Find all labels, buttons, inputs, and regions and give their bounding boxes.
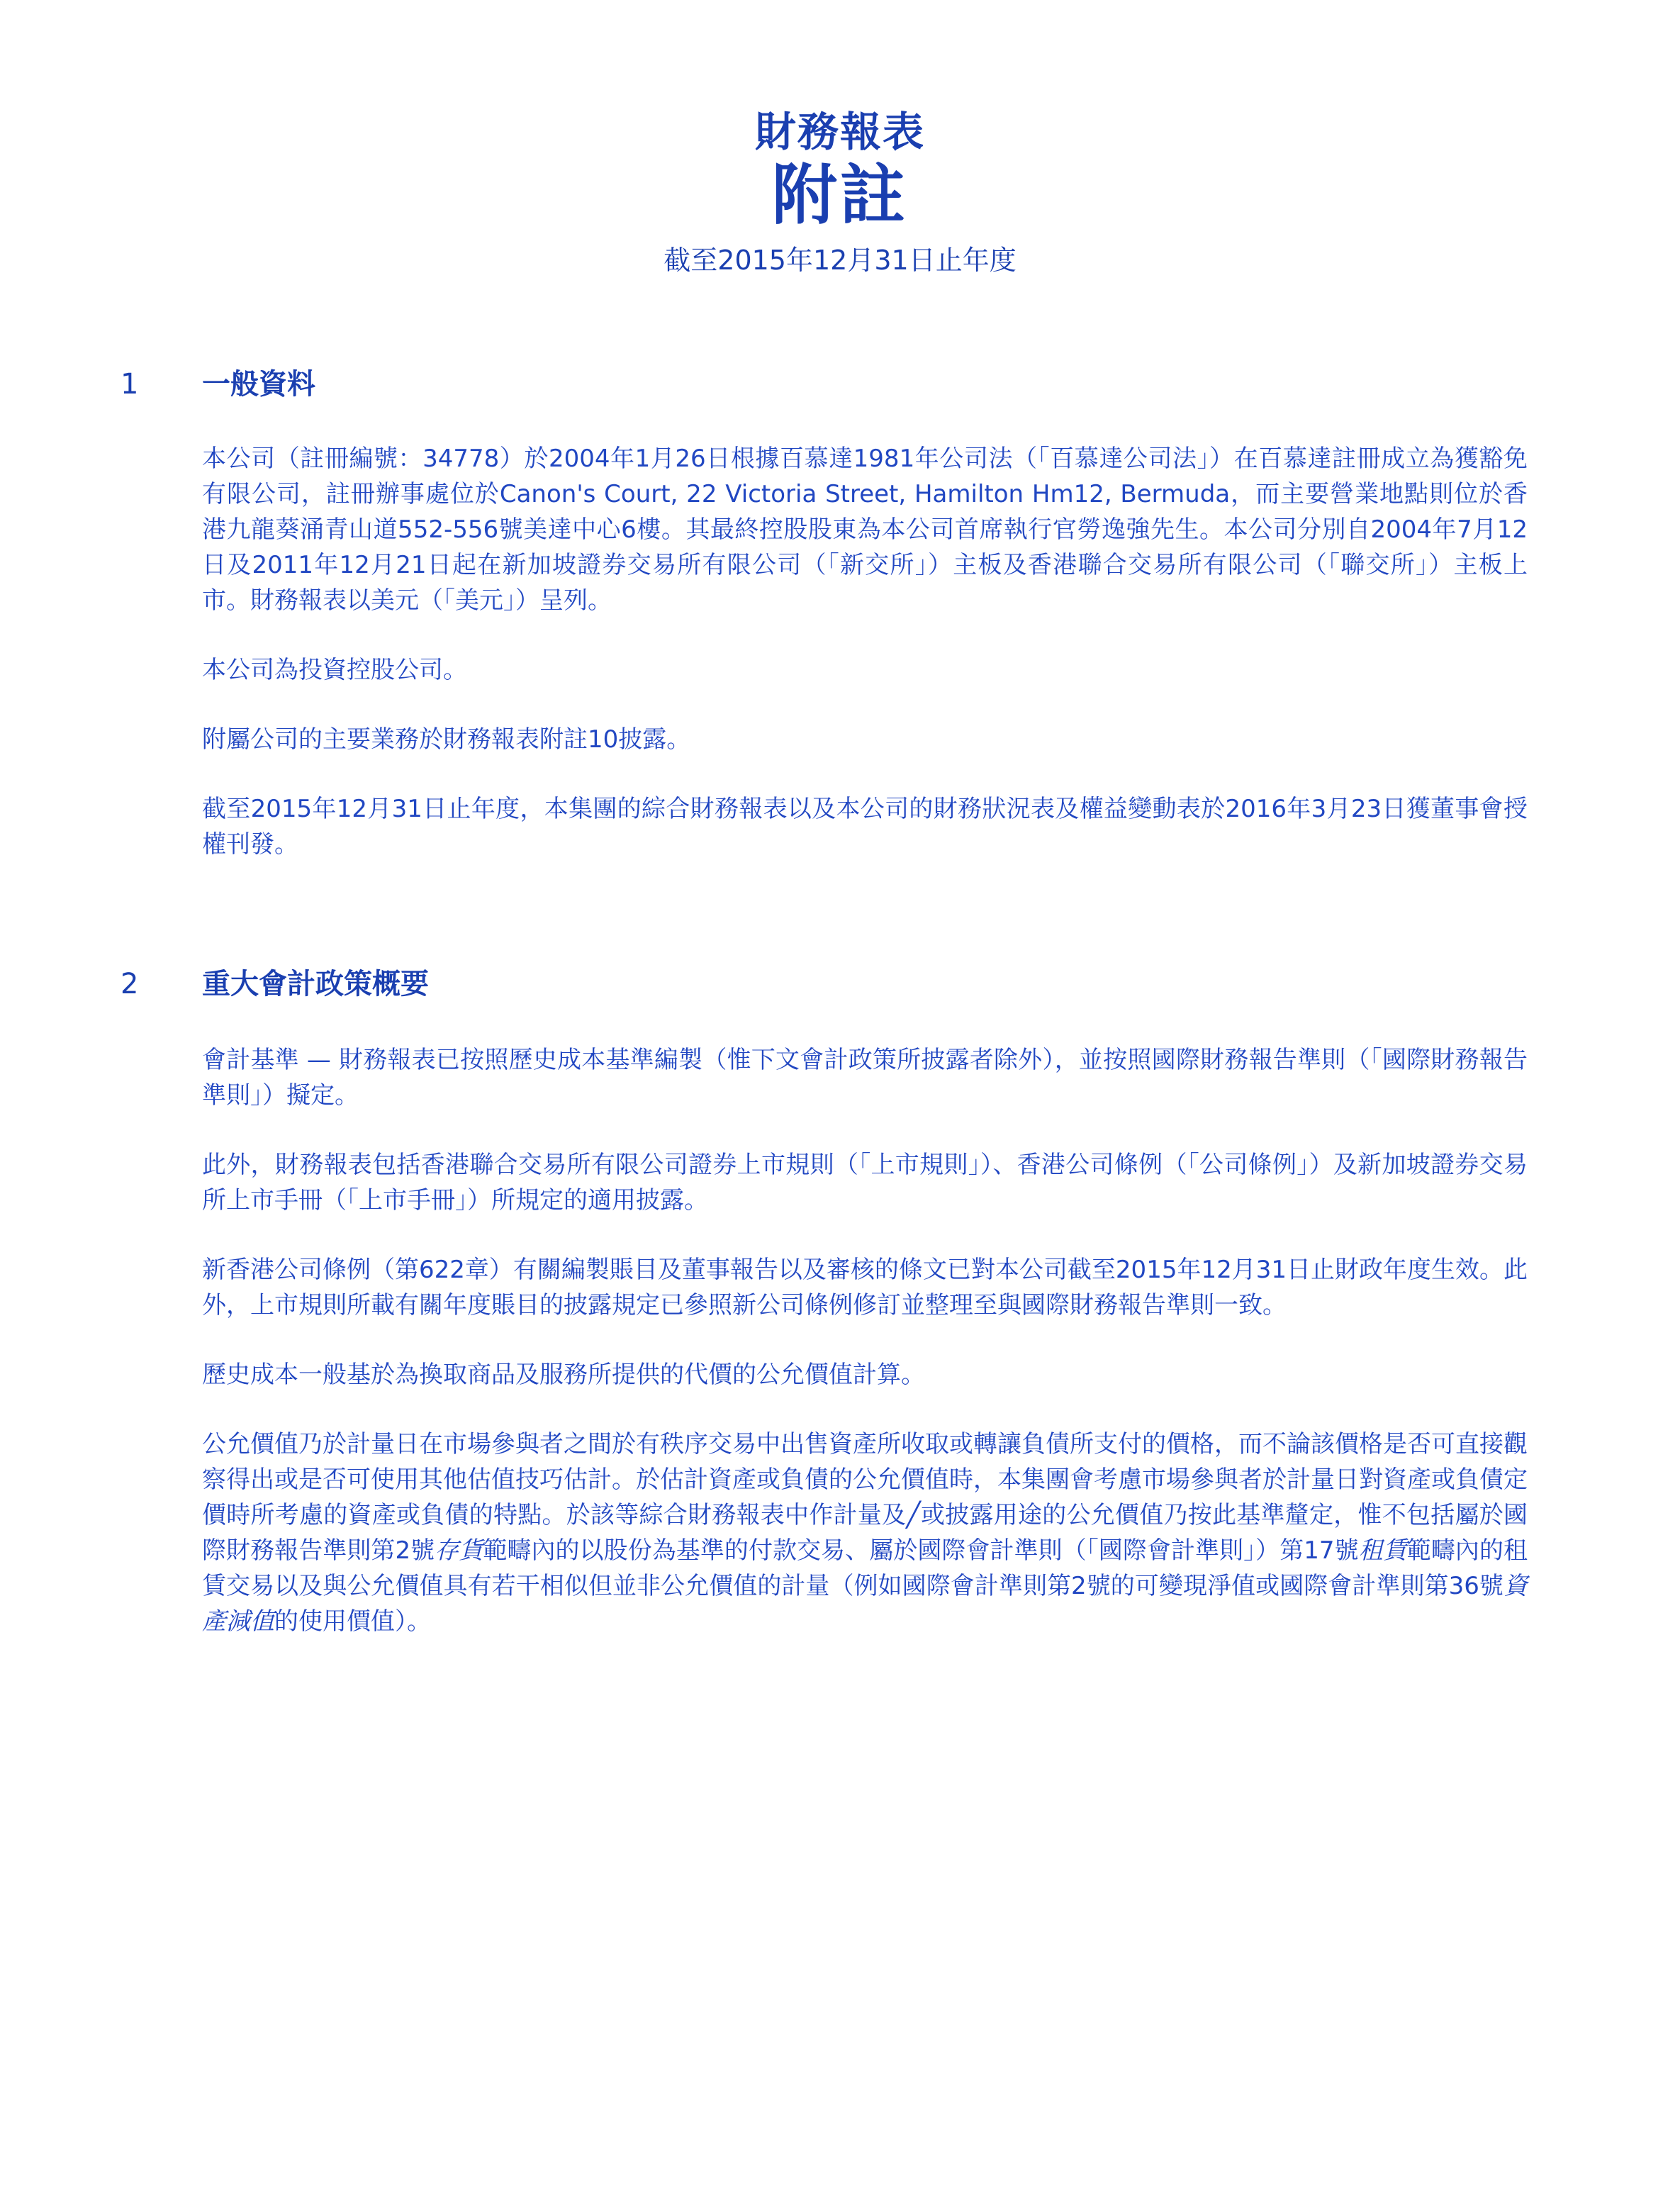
paragraph: 本公司為投資控股公司。	[202, 656, 467, 684]
paragraph: 截至2015年12月31日止年度，本集團的綜合財務報表以及本公司的財務狀況表及權益變動表於2016年3月23日獲董事會授權刊發。	[202, 795, 1528, 859]
section-general-information	[0, 363, 1680, 862]
section-title: 一般資料	[202, 368, 315, 401]
paragraph: 會計基準 — 財務報表已按照歷史成本基準編製（惟下文會計政策所披露者除外），並按照國際財務報告準則（「國際財務報告準則」）擬定。	[202, 1046, 1528, 1110]
paragraph: 歷史成本一般基於為換取商品及服務所提供的代價的公允價值計算。	[202, 1361, 925, 1389]
paragraph-fair-value	[202, 1427, 1528, 1639]
text-run: 範疇內的租賃交易以及與公允價值具有若干相似但並非公允價值的計量（例如國際會計準則第2號的可變現淨值或國際會計準則第36號	[202, 1536, 1528, 1600]
italic-term: 存貨	[435, 1536, 483, 1565]
italic-term: 資產減值	[202, 1572, 1528, 1636]
section-number: 1	[121, 368, 139, 401]
text-run: 的使用價值）。	[274, 1607, 431, 1636]
section-accounting-policies	[0, 963, 1680, 1639]
paragraph: 此外，財務報表包括香港聯合交易所有限公司證券上市規則（「上市規則」）、香港公司條例（「公司條例」）及新加坡證券交易所上市手冊（「上市手冊」）所規定的適用披露。	[202, 1151, 1528, 1215]
paragraph: 新香港公司條例（第622章）有關編製賬目及董事報告以及審核的條文已對本公司截至2015年12月31日止財政年度生效。此外，上市規則所載有關年度賬目的披露規定已參照新公司條例修訂並整理至與國際財務報告準則一致。	[202, 1256, 1528, 1319]
section-number: 2	[121, 968, 139, 1000]
section-title: 重大會計政策概要	[202, 968, 429, 1000]
header-subtitle: 附註	[771, 157, 908, 233]
header-period: 截至2015年12月31日止年度	[663, 245, 1017, 276]
paragraph: 附屬公司的主要業務於財務報表附註10披露。	[202, 725, 691, 754]
text-run: 範疇內的以股份為基準的付款交易、屬於國際會計準則（「國際會計準則」）第17號	[483, 1536, 1359, 1565]
text-run: 公允價值乃於計量日在市場參與者之間於有秩序交易中出售資產所收取或轉讓負債所支付的價格，而不論該價格是否可直接觀察得出或是否可使用其他估值技巧估計。於估計資產或負債的公允價值時，本集團會考慮市場參與者於計量日對資產或負債定價時所考慮的資產或負債的特點。於該等綜合財務報表中作計量及╱或披露用途的公允價值乃按此基準釐定，惟不包括屬於國際財務報告準則第2號	[202, 1430, 1528, 1565]
paragraph: 本公司（註冊編號：34778）於2004年1月26日根據百慕達1981年公司法（「百慕達公司法」）在百慕達註冊成立為獲豁免有限公司，註冊辦事處位於Canon's Court, 22 Victoria Street, Hamilton Hm12, Bermuda，而主要營業地點則位於香港九龍葵涌青山道552-556號美達中心6樓。其最終控股股東為本公司首席執行官勞逸強先生。本公司分別自2004年7月12日及2011年12月21日起在新加坡證券交易所有限公司（「新交所」）主板及香港聯合交易所有限公司（「聯交所」）主板上市。財務報表以美元（「美元」）呈列。	[202, 445, 1528, 615]
header-title: 財務報表	[754, 108, 925, 156]
page-header	[0, 106, 1680, 281]
italic-term: 租賃	[1358, 1536, 1407, 1565]
